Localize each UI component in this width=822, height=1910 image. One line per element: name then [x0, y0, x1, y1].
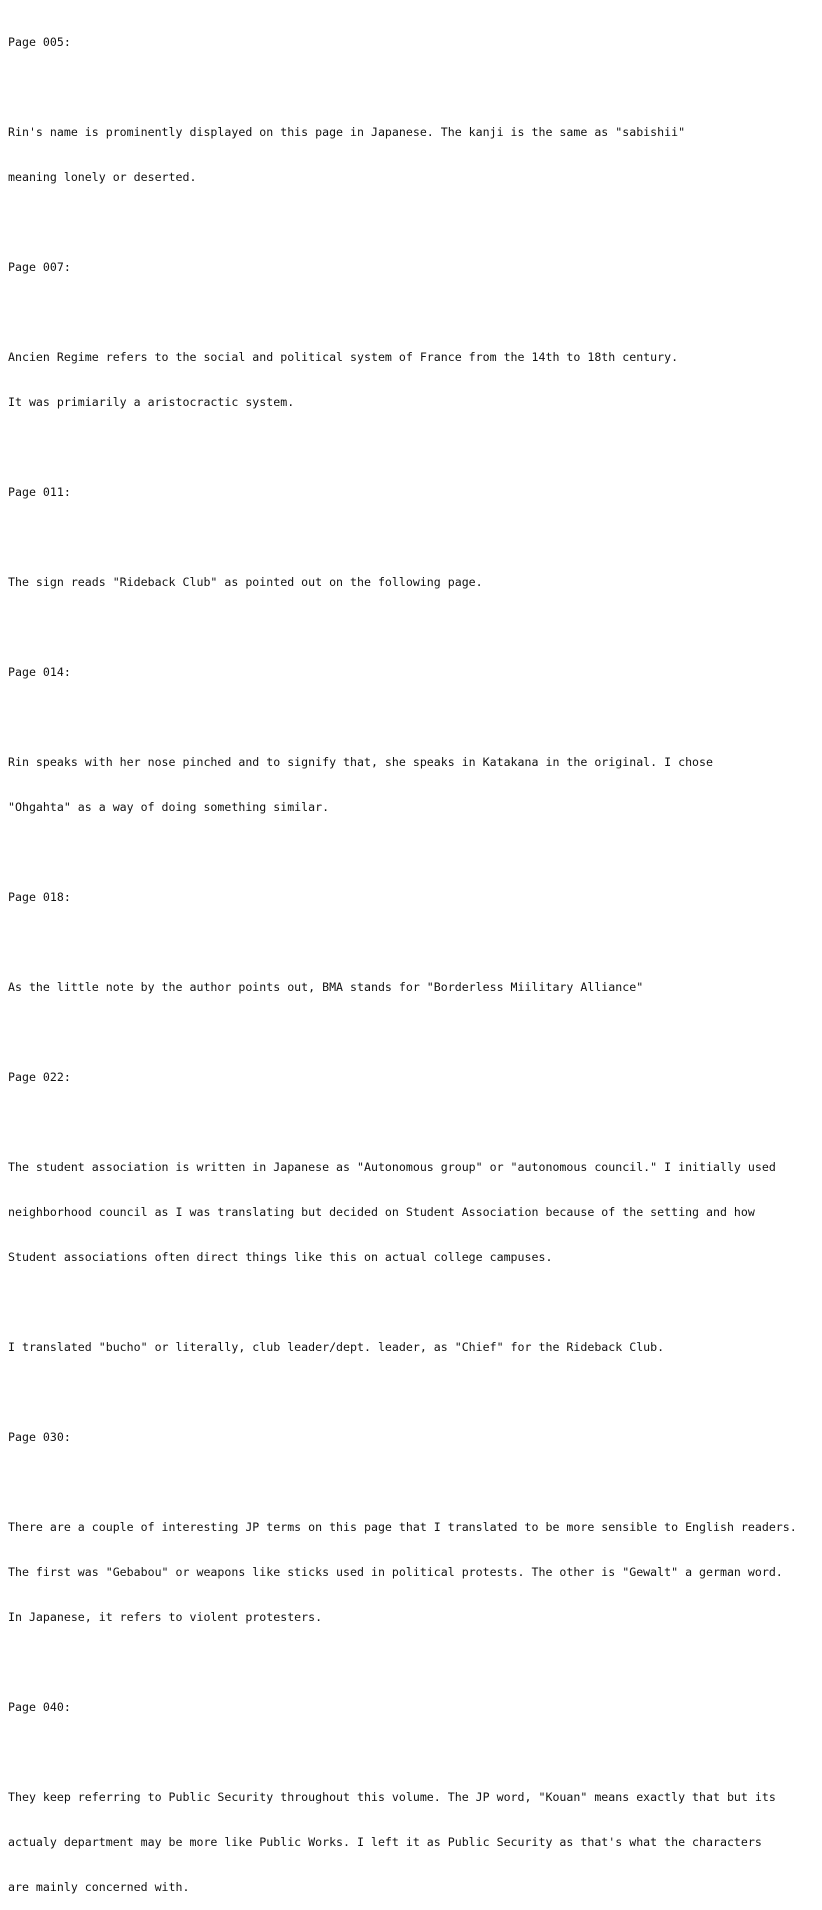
- note-text: I translated "bucho" or literally, club leader/dept. leader, as "Chief" for the Rideback Club.: [8, 1340, 665, 1354]
- page-011-heading: Page 011:: [8, 485, 71, 499]
- note-text: There are a couple of interesting JP terms on this page that I translated to be more sensible to English readers.: [8, 1520, 797, 1534]
- note-text: In Japanese, it refers to violent protesters.: [8, 1610, 323, 1624]
- note-text: The first was "Gebabou" or weapons like sticks used in political protests. The other is "Gewalt" a german word.: [8, 1565, 783, 1579]
- page-022-heading: Page 022:: [8, 1070, 71, 1084]
- note-text: neighborhood council as I was translating but decided on Student Association because of the setting and how: [8, 1205, 755, 1219]
- note-text: Student associations often direct things like this on actual college campuses.: [8, 1250, 553, 1264]
- blank-line: [8, 305, 820, 320]
- blank-line: [8, 1115, 820, 1130]
- translation-notes-document: [8, 5, 820, 1910]
- page-018-heading: Page 018:: [8, 890, 71, 904]
- blank-line: [8, 440, 820, 455]
- blank-line: [8, 1385, 820, 1400]
- blank-line: [8, 845, 820, 860]
- blank-line: [8, 710, 820, 725]
- note-text: actualy department may be more like Public Works. I left it as Public Security as that's what the characters: [8, 1835, 762, 1849]
- note-text: Rin's name is prominently displayed on this page in Japanese. The kanji is the same as "sabishii": [8, 125, 686, 139]
- note-text: As the little note by the author points out, BMA stands for "Borderless Miilitary Alliance": [8, 980, 644, 994]
- page-030-heading: Page 030:: [8, 1430, 71, 1444]
- note-text: "Ohgahta" as a way of doing something similar.: [8, 800, 330, 814]
- blank-line: [8, 620, 820, 635]
- note-text: They keep referring to Public Security throughout this volume. The JP word, "Kouan" means exactly that but its: [8, 1790, 776, 1804]
- blank-line: [8, 1655, 820, 1670]
- note-text: Rin speaks with her nose pinched and to signify that, she speaks in Katakana in the original. I chose: [8, 755, 713, 769]
- note-text: The sign reads "Rideback Club" as pointed out on the following page.: [8, 575, 483, 589]
- blank-line: [8, 1475, 820, 1490]
- note-text: It was primiarily a aristocractic system.: [8, 395, 295, 409]
- note-text: The student association is written in Japanese as "Autonomous group" or "autonomous council." I initially used: [8, 1160, 776, 1174]
- note-text: are mainly concerned with.: [8, 1880, 190, 1894]
- blank-line: [8, 215, 820, 230]
- page-014-heading: Page 014:: [8, 665, 71, 679]
- blank-line: [8, 935, 820, 950]
- blank-line: [8, 1295, 820, 1310]
- blank-line: [8, 530, 820, 545]
- blank-line: [8, 80, 820, 95]
- blank-line: [8, 1745, 820, 1760]
- page-005-heading: Page 005:: [8, 35, 71, 49]
- note-text: meaning lonely or deserted.: [8, 170, 197, 184]
- note-text: Ancien Regime refers to the social and political system of France from the 14th to 18th century.: [8, 350, 679, 364]
- blank-line: [8, 1025, 820, 1040]
- page-040-heading: Page 040:: [8, 1700, 71, 1714]
- page-007-heading: Page 007:: [8, 260, 71, 274]
